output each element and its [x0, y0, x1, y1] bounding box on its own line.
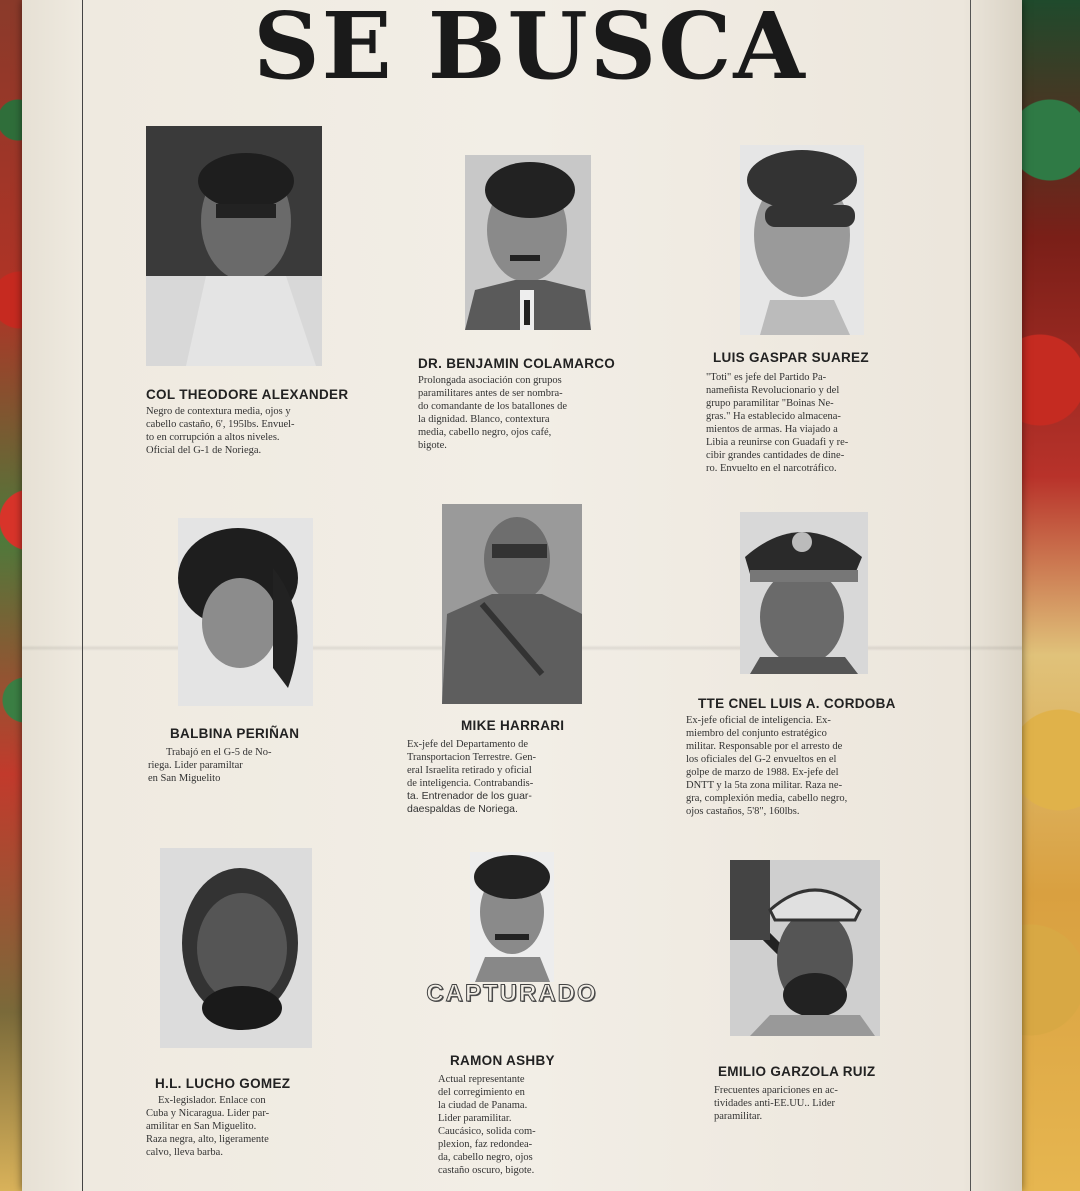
portrait-photo-cordoba [740, 512, 868, 674]
portrait-photo-colamarco [465, 155, 591, 330]
person-description: Trabajó en el G-5 de No- riega. Lider paramiltar en San Miguelito [148, 747, 272, 784]
person-name: EMILIO GARZOLA RUIZ [718, 1064, 876, 1079]
portrait-photo-garzola [730, 860, 880, 1036]
captured-stamp: CAPTURADO [426, 980, 598, 1007]
portrait-photo-gomez [160, 848, 312, 1048]
portrait-photo-alexander [146, 126, 322, 366]
portrait-photo-perinan [178, 518, 313, 706]
person-name: RAMON ASHBY [450, 1053, 555, 1068]
poster-title: SE BUSCA [253, 0, 807, 100]
person-description: Ex-jefe del Departamento de Transportacion Terrestre. Gen- eral Israelita retirado y oficial de inteligencia. Contrabandis- ta. Entrenador de los guar- daespaldas de Noriega. [407, 739, 537, 815]
person-description: Ex-legislador. Enlace con Cuba y Nicaragua. Lider par- amilitar en San Miguelito. Raza negra, alto, ligeramente calvo, lleva barba. [146, 1095, 270, 1158]
person-description: "Toti" es jefe del Partido Pa- nameñista Revolucionario y del grupo paramilitar "Boinas Ne- gras." Ha establecido almacena- mientos de armas. Ha viajado a Libia a reunirse con Guadafi y re- cibir grandes cantidades de dine- ro. Envuelto en el narcotráfico. [706, 372, 849, 474]
person-name: TTE CNEL LUIS A. CORDOBA [698, 696, 896, 711]
person-name: MIKE HARRARI [461, 718, 565, 733]
person-name: H.L. LUCHO GOMEZ [155, 1076, 291, 1091]
poster-border-left [82, 0, 83, 1191]
person-description: Frecuentes apariciones en ac- tividades anti-EE.UU.. Lider paramilitar. [714, 1085, 838, 1122]
portrait-photo-suarez [740, 145, 864, 335]
person-name: COL THEODORE ALEXANDER [146, 387, 349, 402]
person-description: Actual representante del corregimiento en la ciudad de Panama. Lider paramilitar. Caucásico, solida com- plexion, faz redondea- da, cabello negro, ojos castaño oscuro, bigote. [438, 1074, 536, 1176]
person-name: DR. BENJAMIN COLAMARCO [418, 356, 616, 371]
portrait-photo-ashby [470, 852, 554, 982]
person-name: BALBINA PERIÑAN [170, 726, 300, 741]
person-description: Prolongada asociación con grupos paramilitares antes de ser nombra- do comandante de los batallones de la dignidad. Blanco, contextura media, cabello negro, ojos café, bigote. [418, 375, 567, 451]
person-description: Ex-jefe oficial de inteligencia. Ex- miembro del conjunto estratégico militar. Responsable por el arresto de los oficiales del G-2 envueltos en el golpe de marzo de 1988. Ex-jefe del DNTT y la 5ta zona militar. Raza ne- gra, complexión media, cabello negro, ojos castaños, 5'8", 160lbs. [686, 715, 848, 817]
person-description: Negro de contextura media, ojos y cabello castaño, 6', 195lbs. Envuel- to en corrupción a altos niveles. Oficial del G-1 de Noriega. [146, 406, 295, 456]
poster-border-right [970, 0, 971, 1191]
portrait-photo-harrari [442, 504, 582, 704]
person-name: LUIS GASPAR SUAREZ [713, 350, 869, 365]
